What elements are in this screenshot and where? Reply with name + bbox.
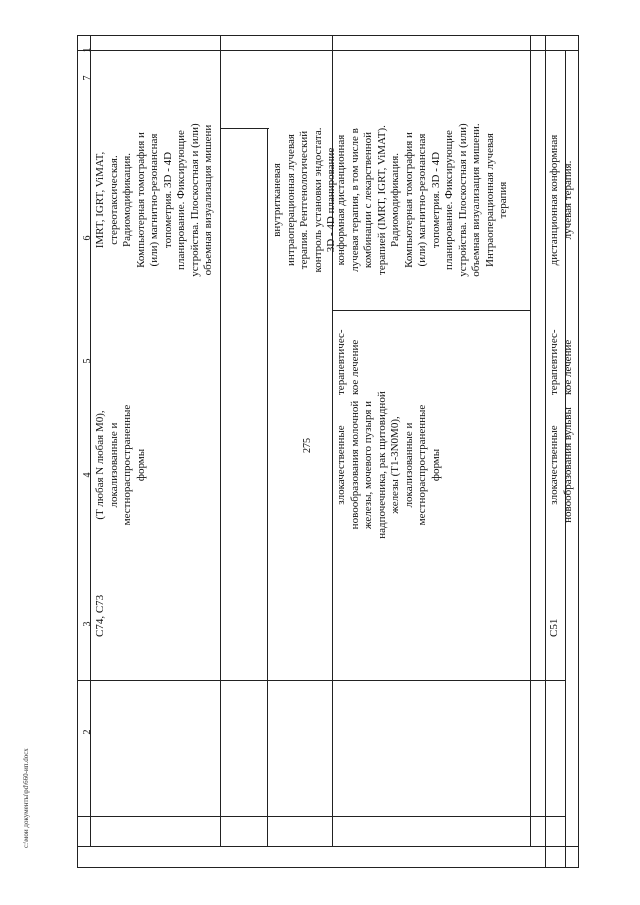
row2-method: конформная дистанционная лучевая терапия, в том числе в комбинации с лекарственной терапией (IMRT, IGRT, ViMAT). Радиомодификация. Компьютерная томография и (или) магнитно-резонансная топометрия. 3D - 4D планирование. Фиксирующие устройства. Плоскостная и (или) объемная визуализация мишени. Интраоперационная лучевая терапия (335, 123, 509, 277)
row3-icd-codes: C51 (548, 618, 560, 637)
row3-treatment: терапевтичес- кое лечение (548, 329, 574, 395)
row1-method-b: внутритканевая интраоперационная лучевая терапия. Рентгенологический контроль установки эндостата. 3D - 4D планирование (271, 127, 337, 273)
row1-method-a: IMRT, IGRT, ViMAT, стереотаксическая. Радиомодификация. Компьютерная томография и (или) магнитно-резонансная топометрия. 3D - 4D планирование. Фиксирующие устройства. Плоскостная и (или) объемная визуализация мишени (94, 123, 214, 277)
column-number: 4 (82, 472, 93, 478)
row3-diagnosis: злокачественные новообразования вульвы (548, 407, 574, 523)
row3-method: дистанционная конформная лучевая терапия. (548, 134, 574, 266)
column-number: 7 (82, 75, 93, 81)
row1-diagnosis: (T любая N любая M0), локализованные и местнораспространенные формы (94, 404, 147, 526)
page-number: 275 (302, 438, 313, 453)
column-number: 1 (82, 47, 93, 53)
row2-treatment: терапевтичес- кое лечение (335, 329, 361, 395)
column-number: 5 (82, 358, 93, 364)
column-number: 2 (82, 729, 93, 735)
table (77, 35, 579, 867)
row1-icd-codes: C74, C73 (94, 594, 106, 637)
row2-diagnosis: злокачественные новообразования молочной железы, мочевого пузыря и надпочечника, рак щитовидной железы (T1-3N0M0), локализованные и местнораспространенные формы (335, 391, 442, 539)
column-number: 6 (82, 235, 93, 241)
footer-path: c:\мои документы\pd\660-ип.docx (22, 748, 30, 848)
column-number: 3 (82, 621, 93, 627)
